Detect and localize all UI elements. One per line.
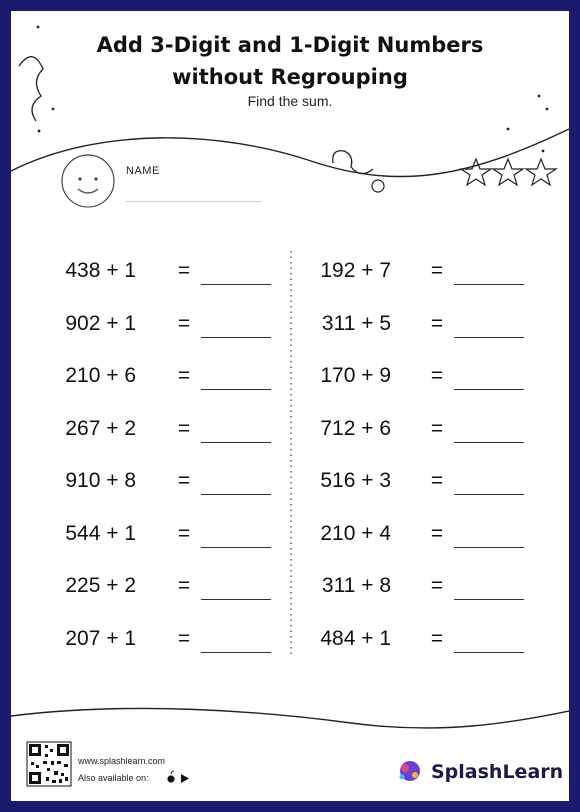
answer-blank[interactable] xyxy=(454,337,524,338)
answer-blank[interactable] xyxy=(454,284,524,285)
problem-expression: 311 + 5 xyxy=(321,311,391,335)
equals-sign: = xyxy=(430,259,444,282)
dot-decoration xyxy=(507,128,510,131)
answer-blank[interactable] xyxy=(454,547,524,548)
problem-row xyxy=(11,627,569,657)
circle-decoration xyxy=(372,180,384,192)
answer-blank[interactable] xyxy=(454,442,524,443)
problem-expression: 712 + 6 xyxy=(320,416,391,440)
splashlearn-logo-icon xyxy=(400,761,421,781)
problem-expression: 170 + 9 xyxy=(320,364,391,387)
equals-sign: = xyxy=(177,574,191,597)
equals-sign: = xyxy=(430,521,444,545)
equals-sign: = xyxy=(430,574,444,597)
apple-icon xyxy=(167,771,174,783)
equals-sign: = xyxy=(430,416,444,440)
stars-rating xyxy=(461,159,556,185)
problem-expression: 484 + 1 xyxy=(320,626,391,650)
footer-curve xyxy=(11,708,569,728)
brand-name: SplashLearn xyxy=(431,761,564,783)
dot-decoration xyxy=(38,130,41,133)
problem-expression: 225 + 2 xyxy=(65,574,136,597)
problem-expression: 207 + 1 xyxy=(65,626,136,650)
problem-row xyxy=(11,259,569,289)
dot-decoration xyxy=(542,150,545,153)
equals-sign: = xyxy=(430,364,444,387)
swirl-decoration xyxy=(333,151,373,174)
dot-decoration xyxy=(37,26,40,29)
worksheet-title xyxy=(11,29,569,93)
equals-sign: = xyxy=(430,311,444,335)
answer-blank[interactable] xyxy=(454,652,524,653)
problem-expression: 311 + 8 xyxy=(321,574,391,597)
equals-sign: = xyxy=(177,364,191,387)
equals-sign: = xyxy=(430,626,444,650)
title-line-2: without Regrouping xyxy=(172,65,408,89)
worksheet-page xyxy=(11,11,569,801)
problem-row xyxy=(11,364,569,394)
name-label: NAME xyxy=(126,165,160,177)
star-icon xyxy=(526,159,556,185)
website-url[interactable]: www.splashlearn.com xyxy=(78,756,166,766)
equals-sign: = xyxy=(177,311,191,335)
play-store-icon xyxy=(181,774,189,783)
equals-sign: = xyxy=(177,626,191,650)
problem-expression: 210 + 6 xyxy=(65,364,136,387)
star-icon xyxy=(493,159,523,185)
equals-sign: = xyxy=(430,469,444,492)
problem-expression: 902 + 1 xyxy=(65,311,136,335)
problem-expression: 192 + 7 xyxy=(320,259,391,282)
decorative-background xyxy=(11,11,569,801)
problem-row xyxy=(11,417,569,447)
equals-sign: = xyxy=(177,469,191,492)
answer-blank[interactable] xyxy=(454,389,524,390)
available-on-label: Also available on: xyxy=(78,773,149,783)
answer-blank[interactable] xyxy=(454,599,524,600)
problem-expression: 516 + 3 xyxy=(320,469,391,492)
answer-blank[interactable] xyxy=(454,494,524,495)
name-field-line[interactable] xyxy=(126,201,261,202)
problem-expression: 210 + 4 xyxy=(320,521,391,545)
problem-expression: 438 + 1 xyxy=(65,259,136,282)
problem-expression: 544 + 1 xyxy=(65,521,136,545)
smiley-face-icon xyxy=(62,155,114,207)
problem-row xyxy=(11,522,569,552)
problem-expression: 910 + 8 xyxy=(65,469,136,492)
problem-row xyxy=(11,574,569,604)
equals-sign: = xyxy=(177,416,191,440)
instruction-text: Find the sum. xyxy=(247,93,333,109)
problem-row xyxy=(11,469,569,499)
problem-row xyxy=(11,312,569,342)
equals-sign: = xyxy=(177,521,191,545)
qr-code-icon xyxy=(27,742,71,786)
problem-expression: 267 + 2 xyxy=(65,416,136,440)
equals-sign: = xyxy=(177,259,191,282)
title-line-1: Add 3-Digit and 1-Digit Numbers xyxy=(96,33,484,57)
